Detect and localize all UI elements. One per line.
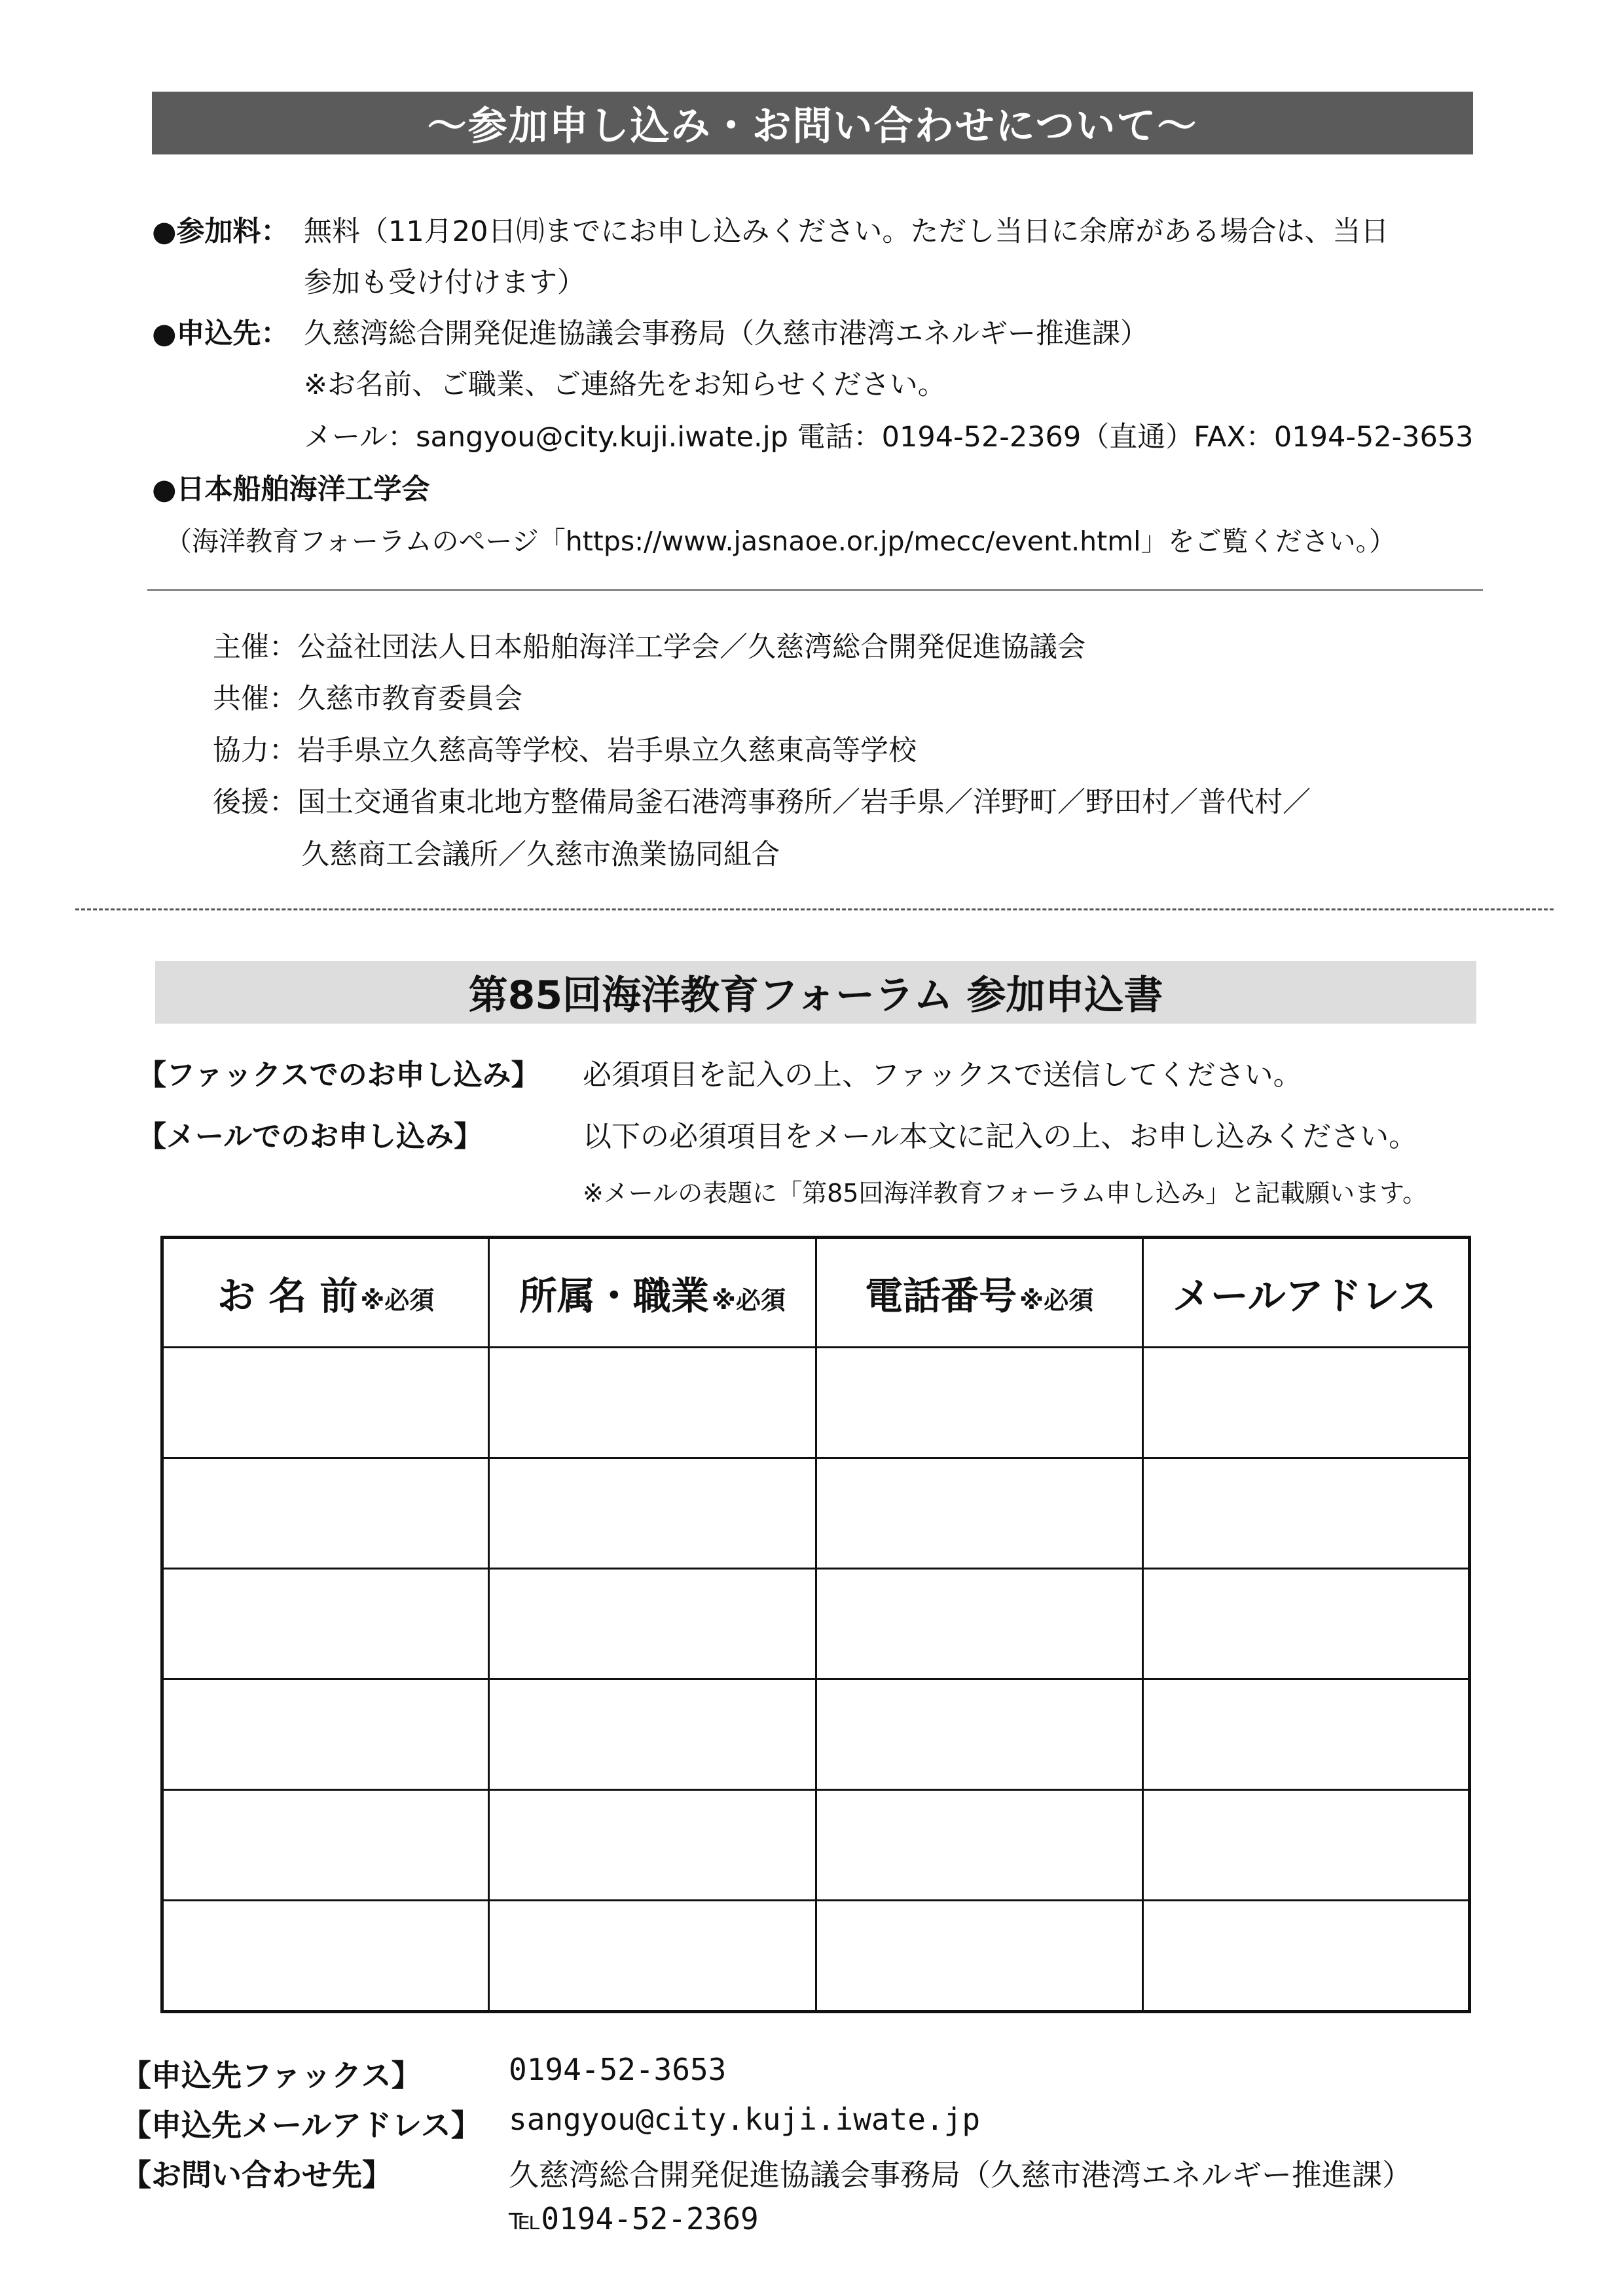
footer-contact-value: 久慈湾総合開発促進協議会事務局（久慈市港湾エネルギー推進課） xyxy=(509,2157,1412,2193)
email-cell[interactable] xyxy=(1142,1901,1469,2012)
name-cell[interactable] xyxy=(162,1348,489,1458)
affiliation-cell[interactable] xyxy=(489,1348,816,1458)
column-affiliation: 所属・職業 ※必須 xyxy=(489,1238,816,1348)
table-row xyxy=(162,1458,1470,1569)
affiliation-cell[interactable] xyxy=(489,1458,816,1569)
footer-mail-label: 【申込先メールアドレス】 xyxy=(121,2108,481,2143)
apply-label: ●申込先： xyxy=(152,317,289,350)
phone-cell[interactable] xyxy=(816,1569,1142,1679)
cohost-line: 共催：久慈市教育委員会 xyxy=(213,683,522,715)
fee-text-1: 無料（11月20日㈪までにお申し込みください。ただし当日に余席がある場合は、当日 xyxy=(304,215,1389,248)
required-mark: ※必須 xyxy=(711,1286,786,1315)
name-cell[interactable] xyxy=(162,1901,489,2012)
application-table xyxy=(160,1236,1471,2013)
mail-instruction-label: 【メールでのお申し込み】 xyxy=(137,1120,483,1153)
support-line-1: 後援：国土交通省東北地方整備局釜石港湾事務所／岩手県／洋野町／野田村／普代村／ xyxy=(213,786,1311,819)
required-mark: ※必須 xyxy=(1019,1286,1094,1315)
mail-subject-note: ※メールの表題に「第85回海洋教育フォーラム申し込み」と記載願います。 xyxy=(583,1179,1428,1208)
footer-tel-value: ℡0194-52-2369 xyxy=(509,2201,759,2236)
apply-text-1: 久慈湾総合開発促進協議会事務局（久慈市港湾エネルギー推進課） xyxy=(304,317,1148,350)
name-cell[interactable] xyxy=(162,1458,489,1569)
table-row xyxy=(162,1348,1470,1458)
affiliation-cell[interactable] xyxy=(489,1679,816,1790)
email-cell[interactable] xyxy=(1142,1348,1469,1458)
required-mark: ※必須 xyxy=(360,1286,435,1315)
phone-cell[interactable] xyxy=(816,1679,1142,1790)
column-email: メールアドレス xyxy=(1142,1238,1469,1348)
footer-fax-value: 0194-52-3653 xyxy=(509,2052,727,2087)
email-cell[interactable] xyxy=(1142,1679,1469,1790)
fee-label: ●参加料： xyxy=(152,215,289,248)
name-cell[interactable] xyxy=(162,1679,489,1790)
footer-fax-label: 【申込先ファックス】 xyxy=(121,2058,422,2093)
table-header-row xyxy=(162,1238,1470,1348)
fax-instruction-label: 【ファックスでのお申し込み】 xyxy=(137,1058,540,1092)
table-row xyxy=(162,1569,1470,1679)
cooperation-line: 協力：岩手県立久慈高等学校、岩手県立久慈東高等学校 xyxy=(213,734,917,767)
section-divider xyxy=(147,589,1483,591)
email-cell[interactable] xyxy=(1142,1790,1469,1901)
society-label: ●日本船舶海洋工学会 xyxy=(152,473,430,506)
table-row xyxy=(162,1790,1470,1901)
fee-text-2: 参加も受け付けます） xyxy=(304,266,585,299)
name-cell[interactable] xyxy=(162,1569,489,1679)
column-phone: 電話番号 ※必須 xyxy=(816,1238,1142,1348)
apply-text-2: ※お名前、ご職業、ご連絡先をお知らせください。 xyxy=(304,368,946,401)
info-banner: ～参加申し込み・お問い合わせについて～ xyxy=(152,92,1473,154)
phone-cell[interactable] xyxy=(816,1790,1142,1901)
society-text: （海洋教育フォーラムのページ「https://www.jasnaoe.or.jp/mecc/event.html」をご覧ください。） xyxy=(165,526,1396,557)
table-row xyxy=(162,1679,1470,1790)
cut-line xyxy=(75,908,1554,910)
name-cell[interactable] xyxy=(162,1790,489,1901)
column-name: お 名 前 ※必須 xyxy=(162,1238,489,1348)
affiliation-cell[interactable] xyxy=(489,1569,816,1679)
footer-contact-label: 【お問い合わせ先】 xyxy=(121,2157,392,2193)
apply-contact: メール：sangyou@city.kuji.iwate.jp 電話：0194-52-2369（直通）FAX：0194-52-3653 xyxy=(304,421,1474,454)
table-row xyxy=(162,1901,1470,2012)
mail-instruction-text: 以下の必須項目をメール本文に記入の上、お申し込みください。 xyxy=(583,1120,1418,1153)
host-line: 主催：公益社団法人日本船舶海洋工学会／久慈湾総合開発促進協議会 xyxy=(213,631,1085,664)
phone-cell[interactable] xyxy=(816,1458,1142,1569)
phone-cell[interactable] xyxy=(816,1901,1142,2012)
footer-mail-value[interactable]: sangyou@city.kuji.iwate.jp xyxy=(509,2102,981,2137)
phone-cell[interactable] xyxy=(816,1348,1142,1458)
affiliation-cell[interactable] xyxy=(489,1901,816,2012)
affiliation-cell[interactable] xyxy=(489,1790,816,1901)
email-cell[interactable] xyxy=(1142,1458,1469,1569)
email-cell[interactable] xyxy=(1142,1569,1469,1679)
support-line-2: 久慈商工会議所／久慈市漁業協同組合 xyxy=(301,838,780,871)
fax-instruction-text: 必須項目を記入の上、ファックスで送信してください。 xyxy=(583,1058,1302,1092)
form-title: 第85回海洋教育フォーラム 参加申込書 xyxy=(155,961,1476,1024)
